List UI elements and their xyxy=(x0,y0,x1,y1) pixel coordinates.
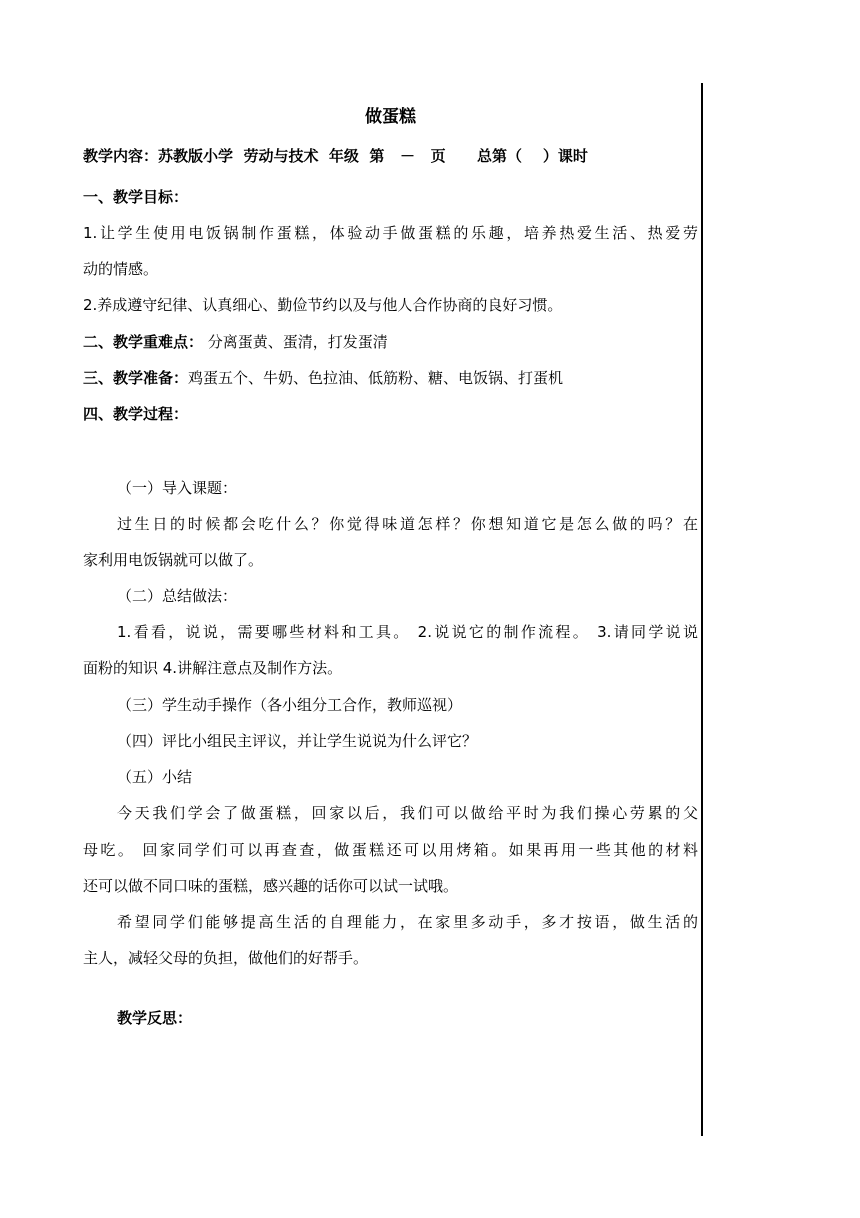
step-3: （三）学生动手操作（各小组分工合作，教师巡视） xyxy=(117,696,463,714)
step-1-heading: （一）导入课题： xyxy=(117,479,238,497)
goal-1-line-1: 1.让学生使用电饭锅制作蛋糕，体验动手做蛋糕的乐趣，培养热爱生活、热爱劳 xyxy=(83,224,698,242)
step-4: （四）评比小组民主评议，并让学生说说为什么评它？ xyxy=(117,732,478,750)
step-1-line-2: 家利用电饭锅就可以做了。 xyxy=(83,551,264,569)
summary-line-3: 还可以做不同口味的蛋糕，感兴趣的话你可以试一试哦。 xyxy=(83,877,459,895)
section-key-points xyxy=(83,332,698,352)
section-heading-process: 四、教学过程： xyxy=(83,405,189,423)
step-2-line-1: 1.看看，说说，需要哪些材料和工具。 2.说说它的制作流程。 3.请同学说说 xyxy=(117,623,698,641)
right-border-line xyxy=(701,83,703,1136)
hope-line-1: 希望同学们能够提高生活的自理能力，在家里多动手，多才按语，做生活的 xyxy=(117,913,698,931)
hope-line-2: 主人，减轻父母的负担，做他们的好帮手。 xyxy=(83,949,369,967)
goal-1-line-2: 动的情感。 xyxy=(83,260,159,278)
step-2-heading: （二）总结做法： xyxy=(117,587,238,605)
summary-line-1: 今天我们学会了做蛋糕，回家以后，我们可以做给平时为我们操心劳累的父 xyxy=(117,804,698,822)
step-1-line-1: 过生日的时候都会吃什么？你觉得味道怎样？你想知道它是怎么做的吗？在 xyxy=(117,515,698,533)
step-2-line-2: 面粉的知识 4.讲解注意点及制作方法。 xyxy=(83,659,343,677)
page-title: 做蛋糕 xyxy=(365,107,416,127)
key-points-text: 分离蛋黄、蛋清，打发蛋清 xyxy=(203,333,388,351)
section-heading-goals: 一、教学目标： xyxy=(83,188,189,206)
preparation-label: 三、教学准备： xyxy=(83,369,189,387)
lesson-info-line: 教学内容：苏教版小学 劳动与技术 年级 第 － 页 总第（ ）课时 xyxy=(83,147,588,165)
step-5: （五）小结 xyxy=(117,768,193,786)
goal-2: 2.养成遵守纪律、认真细心、勤俭节约以及与他人合作协商的良好习惯。 xyxy=(83,296,563,314)
section-preparation xyxy=(83,368,698,388)
teaching-reflection-label: 教学反思： xyxy=(117,1009,193,1027)
key-points-label: 二、教学重难点： xyxy=(83,333,204,351)
preparation-text: 鸡蛋五个、牛奶、色拉油、低筋粉、糖、电饭锅、打蛋机 xyxy=(188,369,564,387)
summary-line-2: 母吃。 回家同学们可以再查查，做蛋糕还可以用烤箱。如果再用一些其他的材料 xyxy=(83,841,698,859)
